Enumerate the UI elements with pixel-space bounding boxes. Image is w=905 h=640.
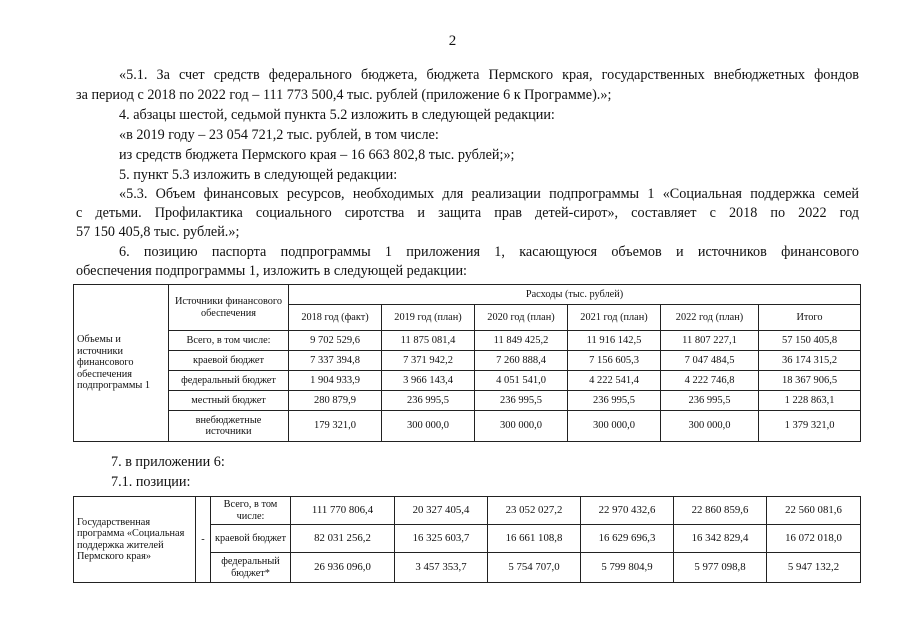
cell: 300 000,0 xyxy=(568,411,661,442)
cell: 57 150 405,8 xyxy=(759,331,861,351)
cell: 18 367 906,5 xyxy=(759,371,861,391)
program-name: Государственная программа «Социальная поддержка жителей Пермского края» xyxy=(74,497,196,583)
cell: 5 799 804,9 xyxy=(581,553,674,583)
row-label: Всего, в том числе: xyxy=(211,497,291,525)
cell: 300 000,0 xyxy=(475,411,568,442)
cell: 11 916 142,5 xyxy=(568,331,661,351)
paragraph-regional-budget: из средств бюджета Пермского края – 16 663 802,8 тыс. рублей;»; xyxy=(119,147,515,163)
cell: 7 371 942,2 xyxy=(382,351,475,371)
cell: 1 904 933,9 xyxy=(289,371,382,391)
cell: 4 222 746,8 xyxy=(661,371,759,391)
cell: 5 754 707,0 xyxy=(488,553,581,583)
table1-col-2021: 2021 год (план) xyxy=(568,305,661,331)
paragraph-5-3-line-2: с детьми. Профилактика социального сиротства и защита прав детей-сирот», составляет с 2018 по 2022 год xyxy=(76,205,859,221)
table1-col-total: Итого xyxy=(759,305,861,331)
program-dash: - xyxy=(196,497,211,583)
cell: 36 174 315,2 xyxy=(759,351,861,371)
cell: 3 966 143,4 xyxy=(382,371,475,391)
table1-col-2022: 2022 год (план) xyxy=(661,305,759,331)
paragraph-item-4: 4. абзацы шестой, седьмой пункта 5.2 изложить в следующей редакции: xyxy=(119,107,555,123)
paragraph-item-7: 7. в приложении 6: xyxy=(111,454,225,470)
table1-col-2018: 2018 год (факт) xyxy=(289,305,382,331)
table-row xyxy=(74,331,861,351)
cell: 16 342 829,4 xyxy=(674,525,767,553)
cell: 4 222 541,4 xyxy=(568,371,661,391)
cell: 16 325 603,7 xyxy=(395,525,488,553)
cell: 22 970 432,6 xyxy=(581,497,674,525)
cell: 82 031 256,2 xyxy=(291,525,395,553)
cell: 179 321,0 xyxy=(289,411,382,442)
table-row xyxy=(74,391,861,411)
row-label: местный бюджет xyxy=(169,391,289,411)
table1-expenses-header: Расходы (тыс. рублей) xyxy=(289,285,861,305)
cell: 7 047 484,5 xyxy=(661,351,759,371)
paragraph-item-5: 5. пункт 5.3 изложить в следующей редакции: xyxy=(119,167,398,183)
cell: 1 228 863,1 xyxy=(759,391,861,411)
cell: 4 051 541,0 xyxy=(475,371,568,391)
table1-col-2020: 2020 год (план) xyxy=(475,305,568,331)
row-label: Всего, в том числе: xyxy=(169,331,289,351)
row-label: федеральный бюджет* xyxy=(211,553,291,583)
paragraph-item-6-line-1: 6. позицию паспорта подпрограммы 1 приложения 1, касающуюся объемов и источников финансового xyxy=(119,244,859,260)
table-row xyxy=(74,351,861,371)
table-row xyxy=(74,497,861,525)
cell: 9 702 529,6 xyxy=(289,331,382,351)
cell: 11 807 227,1 xyxy=(661,331,759,351)
paragraph-5-3-line-1: «5.3. Объем финансовых ресурсов, необходимых для реализации подпрограммы 1 «Социальная поддержка семей xyxy=(119,186,859,202)
cell: 11 875 081,4 xyxy=(382,331,475,351)
row-label: краевой бюджет xyxy=(211,525,291,553)
cell: 5 977 098,8 xyxy=(674,553,767,583)
page-number: 2 xyxy=(448,33,457,49)
cell: 16 629 696,3 xyxy=(581,525,674,553)
cell: 26 936 096,0 xyxy=(291,553,395,583)
cell: 236 995,5 xyxy=(475,391,568,411)
cell: 7 260 888,4 xyxy=(475,351,568,371)
paragraph-2019-total: «в 2019 году – 23 054 721,2 тыс. рублей, в том числе: xyxy=(119,127,439,143)
cell: 7 156 605,3 xyxy=(568,351,661,371)
cell: 23 052 027,2 xyxy=(488,497,581,525)
row-label: краевой бюджет xyxy=(169,351,289,371)
cell: 22 860 859,6 xyxy=(674,497,767,525)
cell: 16 661 108,8 xyxy=(488,525,581,553)
row-label: федеральный бюджет xyxy=(169,371,289,391)
cell: 20 327 405,4 xyxy=(395,497,488,525)
paragraph-5-3-line-3: 57 150 405,8 тыс. рублей.»; xyxy=(76,224,240,240)
paragraph-5-1-line-2: за период с 2018 по 2022 год – 111 773 500,4 тыс. рублей (приложение 6 к Программе).»; xyxy=(76,87,612,103)
cell: 5 947 132,2 xyxy=(767,553,861,583)
cell: 300 000,0 xyxy=(382,411,475,442)
table1-sources-header: Источники финансового обеспечения xyxy=(169,285,289,331)
cell: 280 879,9 xyxy=(289,391,382,411)
cell: 236 995,5 xyxy=(661,391,759,411)
state-program-finance-table xyxy=(73,496,861,583)
paragraph-5-1-line-1: «5.1. За счет средств федерального бюджета, бюджета Пермского края, государственных внебюджетных фондов xyxy=(119,67,859,83)
cell: 1 379 321,0 xyxy=(759,411,861,442)
cell: 236 995,5 xyxy=(568,391,661,411)
cell: 22 560 081,6 xyxy=(767,497,861,525)
table1-row-header: Объемы и источники финансового обеспечения подпрограммы 1 xyxy=(74,285,169,442)
subprogram-1-finance-table xyxy=(73,284,861,442)
cell: 300 000,0 xyxy=(661,411,759,442)
table-row xyxy=(74,371,861,391)
cell: 3 457 353,7 xyxy=(395,553,488,583)
cell: 11 849 425,2 xyxy=(475,331,568,351)
cell: 111 770 806,4 xyxy=(291,497,395,525)
row-label: внебюджетные источники xyxy=(169,411,289,442)
cell: 7 337 394,8 xyxy=(289,351,382,371)
paragraph-item-6-line-2: обеспечения подпрограммы 1, изложить в следующей редакции: xyxy=(76,263,467,279)
table1-col-2019: 2019 год (план) xyxy=(382,305,475,331)
paragraph-item-7-1: 7.1. позиции: xyxy=(111,474,191,490)
cell: 16 072 018,0 xyxy=(767,525,861,553)
table-row xyxy=(74,411,861,442)
cell: 236 995,5 xyxy=(382,391,475,411)
